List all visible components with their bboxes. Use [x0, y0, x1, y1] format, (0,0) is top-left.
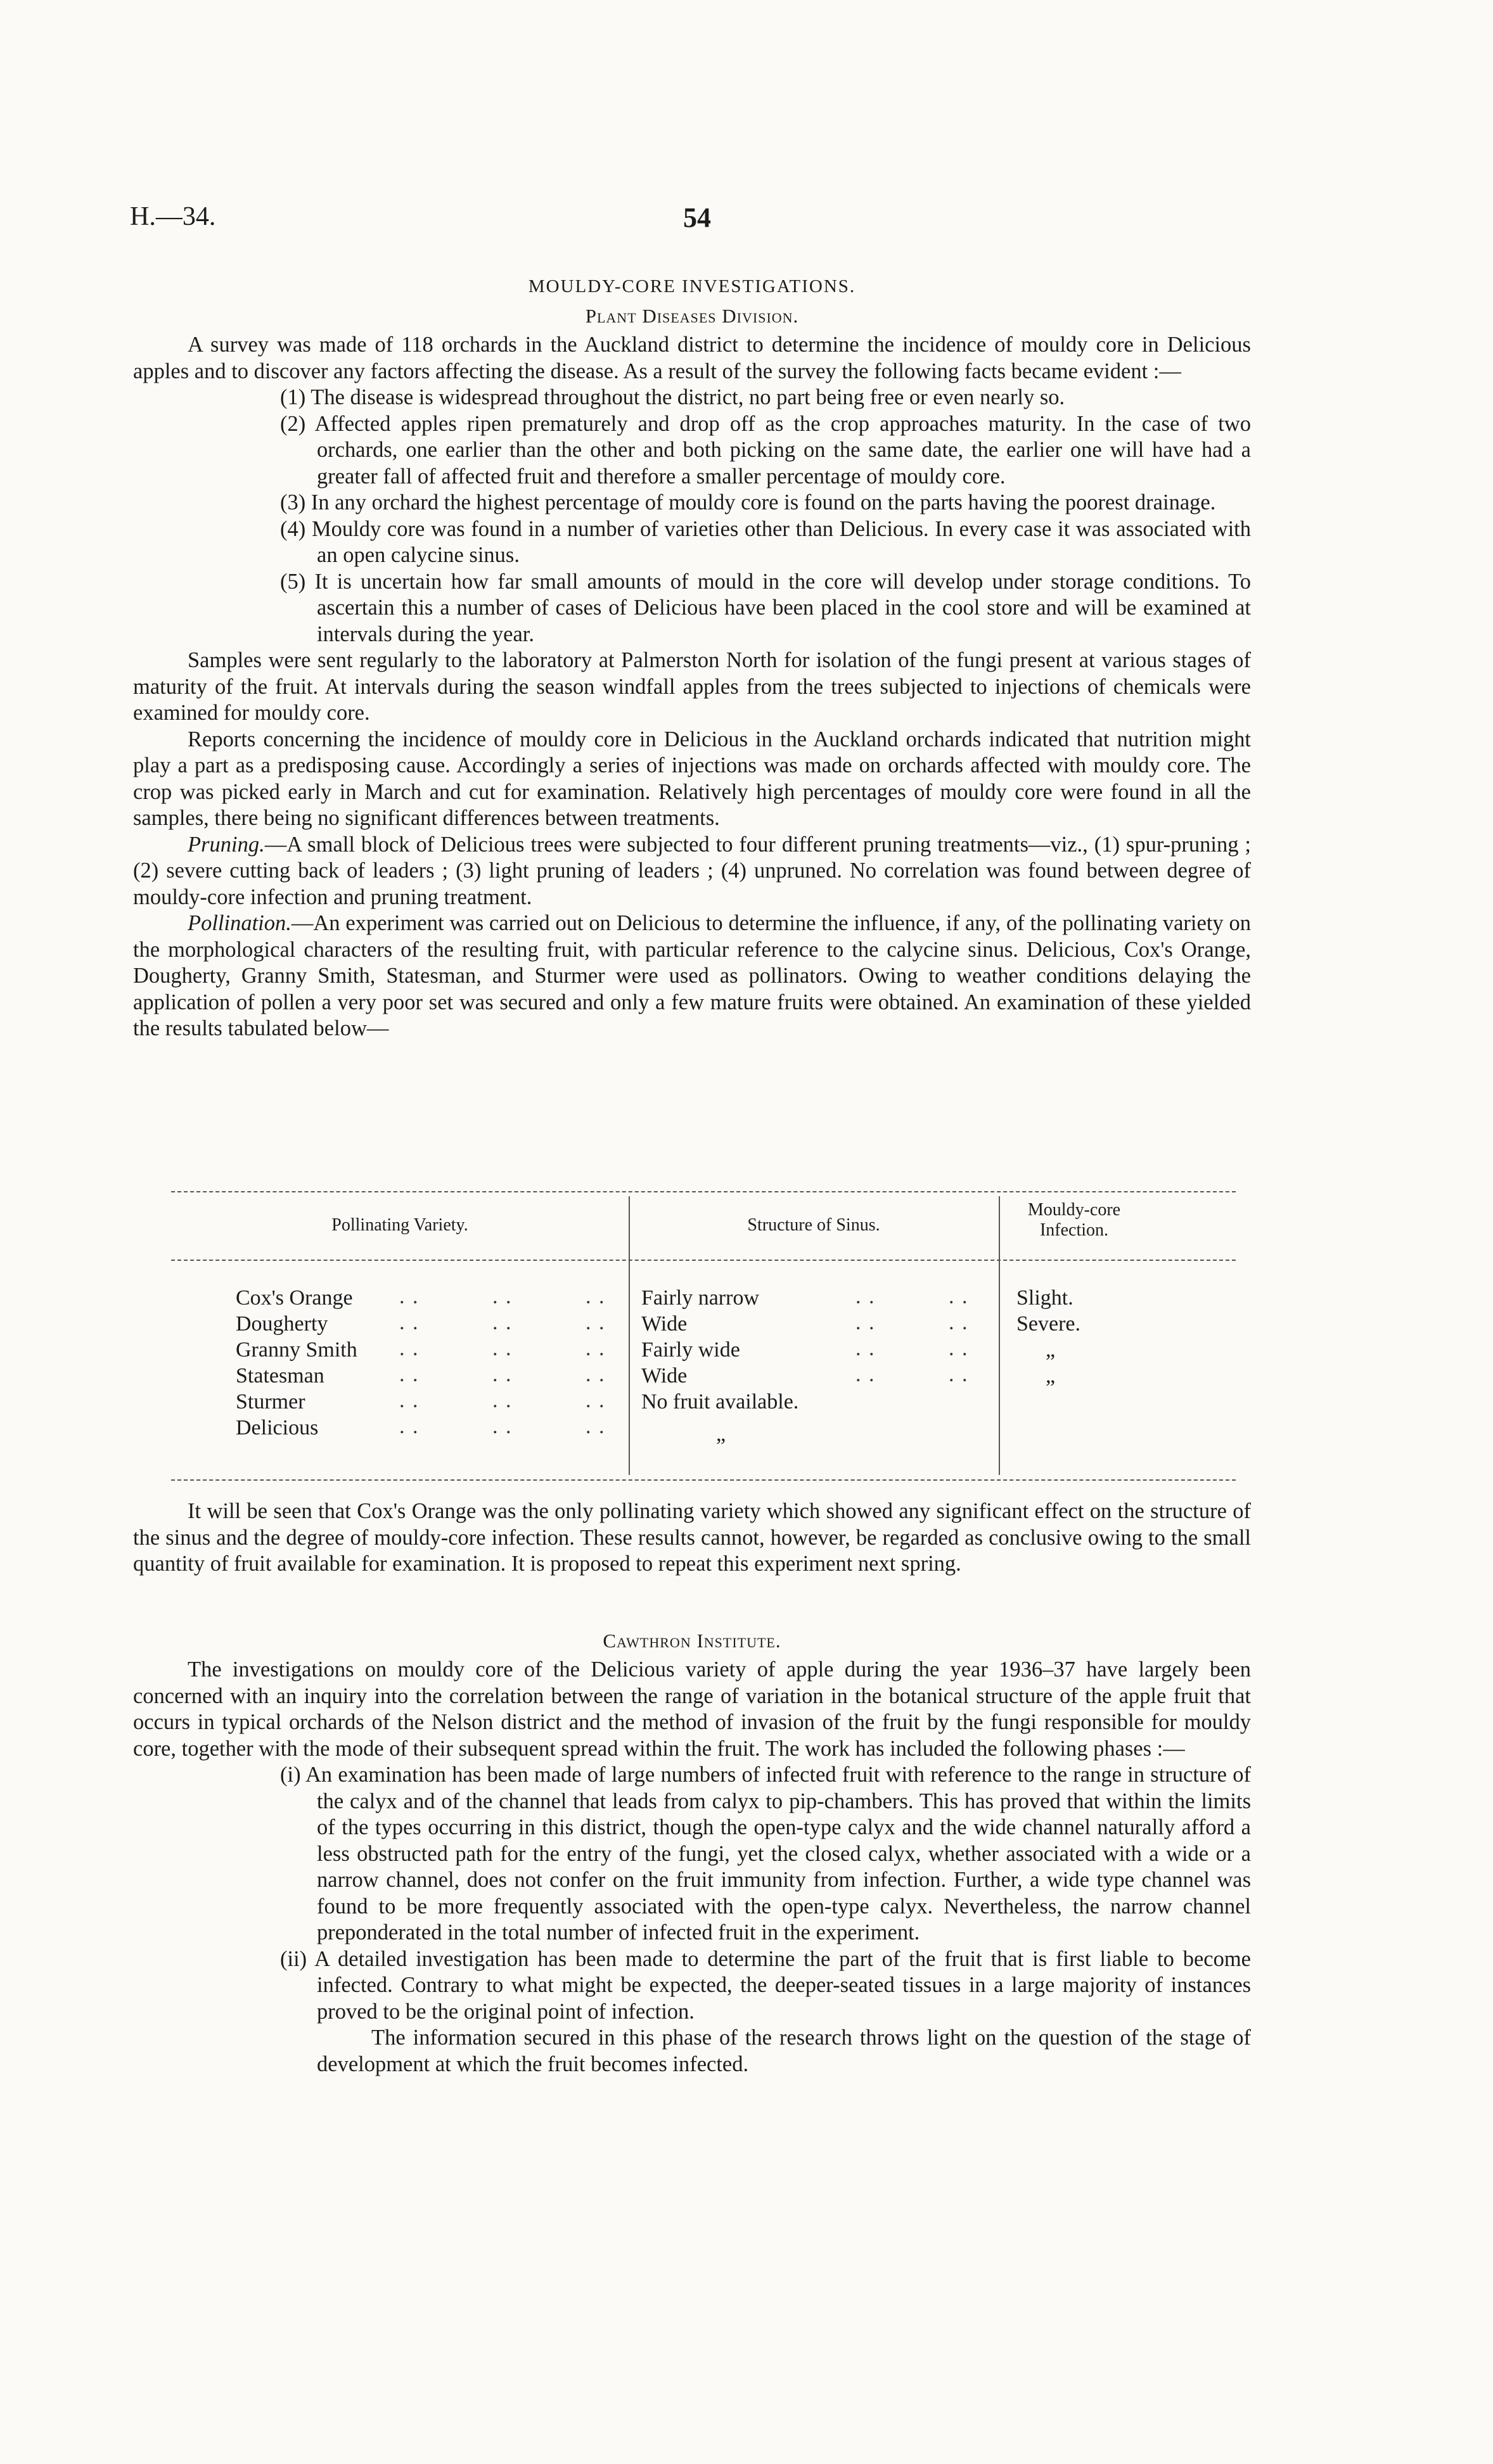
- reports-paragraph: Reports concerning the incidence of mouldy core in Delicious in the Auckland orchards indicated that nutrition might play a part as a predisposing cause. Accordingly a series of injections was made on orchards affected with mouldy core. The crop was picked early in March and cut for examination. Relatively high percentages of mouldy core were found in all the samples, there being no significant differences between treatments.: [133, 727, 1251, 830]
- cell-variety: Sturmer: [236, 1390, 305, 1414]
- pollination-table: [171, 1191, 1236, 1483]
- pollination-paragraph: [133, 910, 1251, 1042]
- intro-paragraph: The investigations on mouldy core of the Delicious variety of apple during the year 1936–37 have largely been concerned with an inquiry into the correlation between the range of variation in the botanical structure of the apple fruit that occurs in typical orchards of the Nelson district and the method of invasion of the fruit by the fungi responsible for mouldy core, together with the mode of their subsequent spread within the fruit. The work has included the following phases :—: [133, 1657, 1251, 1761]
- pruning-text: —A small block of Delicious trees were subjected to four different pruning treatments—viz., (1) spur-pruning ; (2) severe cutting back of leaders ; (3) light pruning of leaders ; (4) unpruned. No correlation was found between degree of mouldy-core infection and pruning treatment.: [133, 832, 1251, 909]
- samples-paragraph: Samples were sent regularly to the laboratory at Palmerston North for isolation of the fungi present at various stages of maturity of the fruit. At intervals during the season windfall apples from the trees subjected to injections of chemicals were examined for mouldy core.: [133, 648, 1251, 725]
- phase-followup-paragraph: The information secured in this phase of the research throws light on the question of the stage of development at which the fruit becomes infected.: [317, 2026, 1251, 2076]
- leader-dots: . . . .: [855, 1363, 969, 1386]
- table-bottom-rule: [171, 1479, 1236, 1481]
- item-number: (i): [280, 1763, 301, 1787]
- cell-variety: Statesman: [236, 1364, 324, 1388]
- leader-dots: . . . .: [855, 1311, 969, 1334]
- list-item: [133, 490, 1251, 516]
- item-text: In any orchard the highest percentage of mouldy core is found on the parts having the poorest drainage.: [311, 490, 1216, 514]
- page-reference: H.—34.: [130, 202, 216, 231]
- list-item: [133, 1946, 1251, 2078]
- leader-dots: . . . . . .: [399, 1389, 606, 1412]
- section-title: MOULDY-CORE INVESTIGATIONS.: [528, 276, 856, 297]
- item-number: (3): [280, 490, 306, 514]
- phases-list: [133, 1762, 1251, 2078]
- section-title: Cawthron Institute.: [603, 1630, 781, 1652]
- section-subtitle: Plant Diseases Division.: [585, 305, 799, 327]
- cell-infection: „: [1046, 1338, 1056, 1362]
- pruning-label: Pruning.: [188, 832, 265, 857]
- column-divider: [999, 1196, 1000, 1475]
- item-number: (ii): [280, 1946, 307, 1971]
- item-text: The disease is widespread throughout the district, no part being free or even nearly so.: [311, 385, 1065, 409]
- cell-sinus: „: [716, 1422, 726, 1446]
- cell-sinus: Fairly wide: [641, 1338, 740, 1362]
- cell-variety: Dougherty: [236, 1312, 328, 1336]
- item-text: Mouldy core was found in a number of varieties other than Delicious. In every case it was associated with an open calycine sinus.: [311, 516, 1252, 567]
- leader-dots: . . . .: [855, 1337, 969, 1360]
- leader-dots: . . . . . .: [399, 1285, 606, 1308]
- item-number: (5): [280, 569, 306, 594]
- cell-sinus: Wide: [641, 1312, 688, 1336]
- list-item: [133, 516, 1251, 569]
- pollination-label: Pollination.: [188, 911, 292, 935]
- list-item: [133, 1762, 1251, 1946]
- leader-dots: . . . . . .: [399, 1415, 606, 1438]
- section-cawthron: [133, 1625, 1251, 2078]
- leader-dots: . . . . . .: [399, 1337, 606, 1360]
- list-item: [133, 385, 1251, 411]
- item-text: It is uncertain how far small amounts of mould in the core will develop under storage conditions. To ascertain this a number of cases of Delicious have been placed in the cool store and will be examined at intervals during the year.: [314, 569, 1251, 646]
- item-number: (1): [280, 385, 306, 409]
- cell-sinus: Wide: [641, 1364, 688, 1388]
- item-text: An examination has been made of large numbers of infected fruit with reference to the range in structure of the calyx and of the channel that leads from calyx to pip-chambers. This has proved that within the limits of the types occurring in this district, though the open-type calyx and the wide channel naturally afford a less obstructed path for the entry of the fungi, yet the closed calyx, whether associated with a wide or a narrow channel, does not confer on the fruit immunity from infection. Further, a wide type channel was found to be more frequently associated with the open-type calyx. Nevertheless, the narrow channel preponderated in the total number of infected fruit in the experiment.: [305, 1763, 1251, 1944]
- item-number: (2): [280, 411, 306, 436]
- list-item: [133, 569, 1251, 648]
- item-text: A detailed investigation has been made to determine the part of the fruit that is first liable to become infected. Contrary to what might be expected, the deeper-seated tissues in a large majority of instances proved to be the original point of infection.: [314, 1946, 1251, 2024]
- item-text: Affected apples ripen prematurely and drop off as the crop approaches maturity. In the case of two orchards, one earlier than the other and both picking on the same date, the earlier one will have had a greater fall of affected fruit and therefore a smaller percentage of mouldy core.: [314, 411, 1251, 488]
- cell-variety: Delicious: [236, 1416, 319, 1439]
- pruning-paragraph: [133, 832, 1251, 911]
- header-mouldy-core-infection: Mouldy-core Infection.: [1027, 1200, 1121, 1240]
- item-number: (4): [280, 516, 306, 541]
- cell-sinus: No fruit available.: [641, 1390, 799, 1414]
- page-number: 54: [683, 202, 711, 233]
- leader-dots: . . . . . .: [399, 1363, 606, 1386]
- conclusion-paragraph: It will be seen that Cox's Orange was the only pollinating variety which showed any significant effect on the structure of the sinus and the degree of mouldy-core infection. These results cannot, however, be regarded as conclusive owing to the small quantity of fruit available for examination. It is proposed to repeat this experiment next spring.: [133, 1499, 1251, 1576]
- table-header-rule: [171, 1260, 1236, 1261]
- leader-dots: . . . .: [855, 1285, 969, 1308]
- cell-variety: Cox's Orange: [236, 1286, 353, 1310]
- pollination-text: —An experiment was carried out on Delicious to determine the influence, if any, of the pollinating variety on the morphological characters of the resulting fruit, with particular reference to the calycine sinus. Delicious, Cox's Orange, Dougherty, Granny Smith, Statesman, and Sturmer were used as pollinators. Owing to weather conditions delaying the application of pollen a very poor set was secured and only a few mature fruits were obtained. An examination of these yielded the results tabulated below—: [133, 911, 1251, 1040]
- cell-infection: Slight.: [1016, 1286, 1073, 1310]
- leader-dots: . . . . . .: [399, 1311, 606, 1334]
- header-pollinating-variety: Pollinating Variety.: [331, 1215, 468, 1235]
- section-plant-diseases: [133, 272, 1251, 1042]
- cell-variety: Granny Smith: [236, 1338, 357, 1362]
- cell-infection: „: [1046, 1364, 1056, 1388]
- cell-infection: Severe.: [1016, 1312, 1081, 1336]
- column-divider: [629, 1196, 630, 1475]
- table-top-rule: [171, 1191, 1236, 1192]
- intro-paragraph: A survey was made of 118 orchards in the Auckland district to determine the incidence of mouldy core in Delicious apples and to discover any factors affecting the disease. As a result of the survey the following facts became evident :—: [133, 333, 1251, 383]
- header-structure-of-sinus: Structure of Sinus.: [747, 1215, 880, 1235]
- conclusion-block: [133, 1498, 1251, 1578]
- list-item: [133, 411, 1251, 490]
- cell-sinus: Fairly narrow: [641, 1286, 760, 1310]
- facts-list: [133, 385, 1251, 648]
